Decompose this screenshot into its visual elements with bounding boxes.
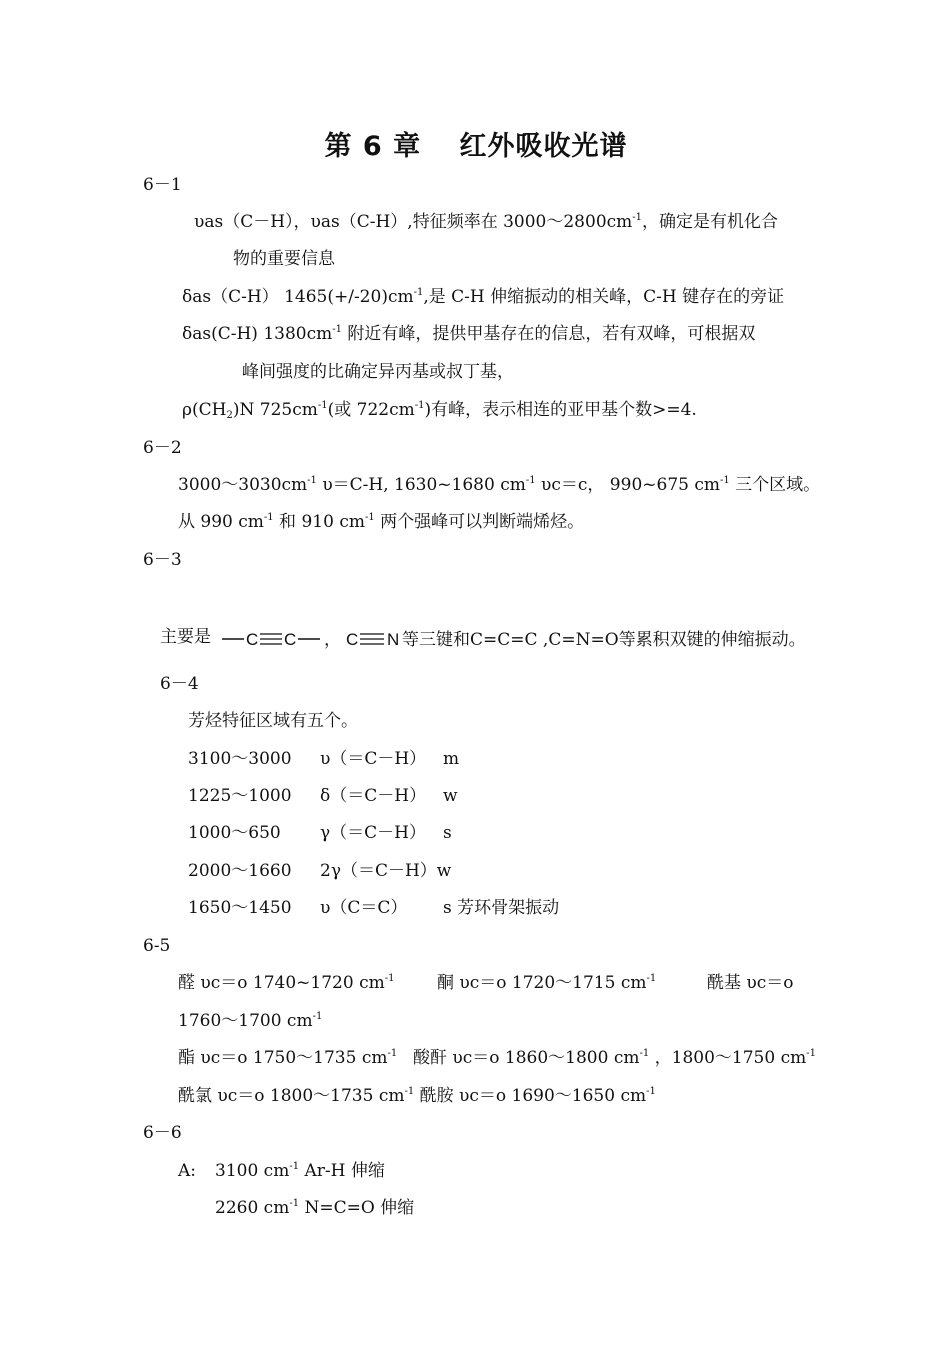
paragraph-line: 酰基 υc＝o — [707, 973, 794, 993]
table-cell-range: 1650～1450 — [188, 898, 292, 918]
carbon-label: C — [246, 630, 259, 649]
nitrogen-label: N — [387, 630, 400, 649]
paragraph-line: 1760～1700 $cm^{-1}$ — [178, 1011, 323, 1031]
carbon-label: C — [284, 630, 297, 649]
paragraph-line: 酯 υc＝o 1750～1735 $cm^{-1}$ — [178, 1048, 398, 1068]
paragraph-line: δas（C-H） $1465(+/-20)cm^{-1}$,是 C-H 伸缩振动的相关峰，C-H 键存在的旁证 — [182, 287, 785, 307]
chapter-title: 第 6 章 红外吸收光谱 — [324, 131, 628, 162]
table-cell-range: 1225～1000 — [188, 786, 292, 806]
paragraph-line: A: — [178, 1161, 197, 1181]
paragraph-line: 2260 $cm^{-1}$ N=C=O 伸缩 — [215, 1198, 415, 1218]
paragraph-line: $3000\sim 3030cm^{-1}$ υ＝C-H, 1630~1680 $cm^{-1}$ υc＝c， 990~675 $cm^{-1}$ 三个区域。 — [178, 475, 821, 495]
table-cell-intensity: w — [443, 786, 458, 806]
paragraph-line: ， — [324, 630, 341, 650]
paragraph-line: 峰间强度的比确定异丙基或叔丁基， — [242, 362, 514, 382]
table-cell-intensity: s — [443, 823, 452, 843]
table-cell-range: 3100～3000 — [188, 749, 292, 769]
paragraph-line: 醛 υc＝o 1740~1720 $cm^{-1}$ — [178, 973, 395, 993]
table-cell-mode: υ（C＝C） — [320, 898, 408, 918]
section-heading-6-6: 6－6 — [143, 1123, 182, 1143]
carbon-label: C — [346, 630, 359, 649]
nitrile-structure — [344, 624, 404, 654]
paragraph-line: 3100 $cm^{-1}$ Ar-H 伸缩 — [215, 1161, 385, 1181]
paragraph-line: 等三键和C=C=C ,C=N=O等累积双键的伸缩振动。 — [402, 630, 806, 650]
table-cell-mode: υ（＝C－H） — [320, 749, 427, 769]
paragraph-line: υas（C－H），υas（C-H）,特征频率在 $3000\sim 2800cm^{-1}$，确定是有机化合 — [194, 212, 779, 232]
paragraph-line: 主要是 — [160, 627, 211, 647]
table-cell-mode: 2γ（＝C－H）w — [320, 861, 452, 881]
table-cell-range: 2000～1660 — [188, 861, 292, 881]
paragraph-line: 酮 υc＝o 1720～1715 $cm^{-1}$ — [437, 973, 657, 993]
paragraph-line: 酸酐 υc＝o 1860～1800 $cm^{-1}$ ，1800～1750 $cm^{-1}$ — [413, 1048, 816, 1068]
paragraph-line: 酰氯 υc＝o 1800～1735 $cm^{-1}$ 酰胺 υc＝o 1690～1650 $cm^{-1}$ — [178, 1086, 656, 1106]
paragraph-line: 物的重要信息 — [233, 249, 335, 269]
section-heading-6-2: 6－2 — [143, 438, 182, 458]
paragraph-line: 芳烃特征区域有五个。 — [188, 711, 358, 731]
table-cell-intensity: s 芳环骨架振动 — [443, 898, 560, 918]
paragraph-line: δas(C-H) $1380cm^{-1}$ 附近有峰，提供甲基存在的信息，若有双峰，可根据双 — [182, 324, 756, 344]
triple-bond-structure — [220, 624, 340, 654]
section-heading-6-5: 6-5 — [143, 936, 171, 956]
section-heading-6-4: 6－4 — [160, 674, 199, 694]
paragraph-line: 从 990 $cm^{-1}$ 和 910 $cm^{-1}$ 两个强峰可以判断端烯烃。 — [178, 512, 585, 532]
section-heading-6-3: 6－3 — [143, 550, 182, 570]
table-cell-range: 1000～650 — [188, 823, 281, 843]
section-heading-6-1: 6－1 — [143, 175, 182, 195]
table-cell-mode: δ（＝C－H） — [320, 786, 427, 806]
paragraph-line: $\rho(CH_2)N$ $725cm^{-1}$(或 $722cm^{-1}$)有峰，表示相连的亚甲基个数>=4. — [182, 400, 697, 421]
table-cell-intensity: m — [443, 749, 460, 769]
table-cell-mode: γ（＝C－H） — [320, 823, 426, 843]
